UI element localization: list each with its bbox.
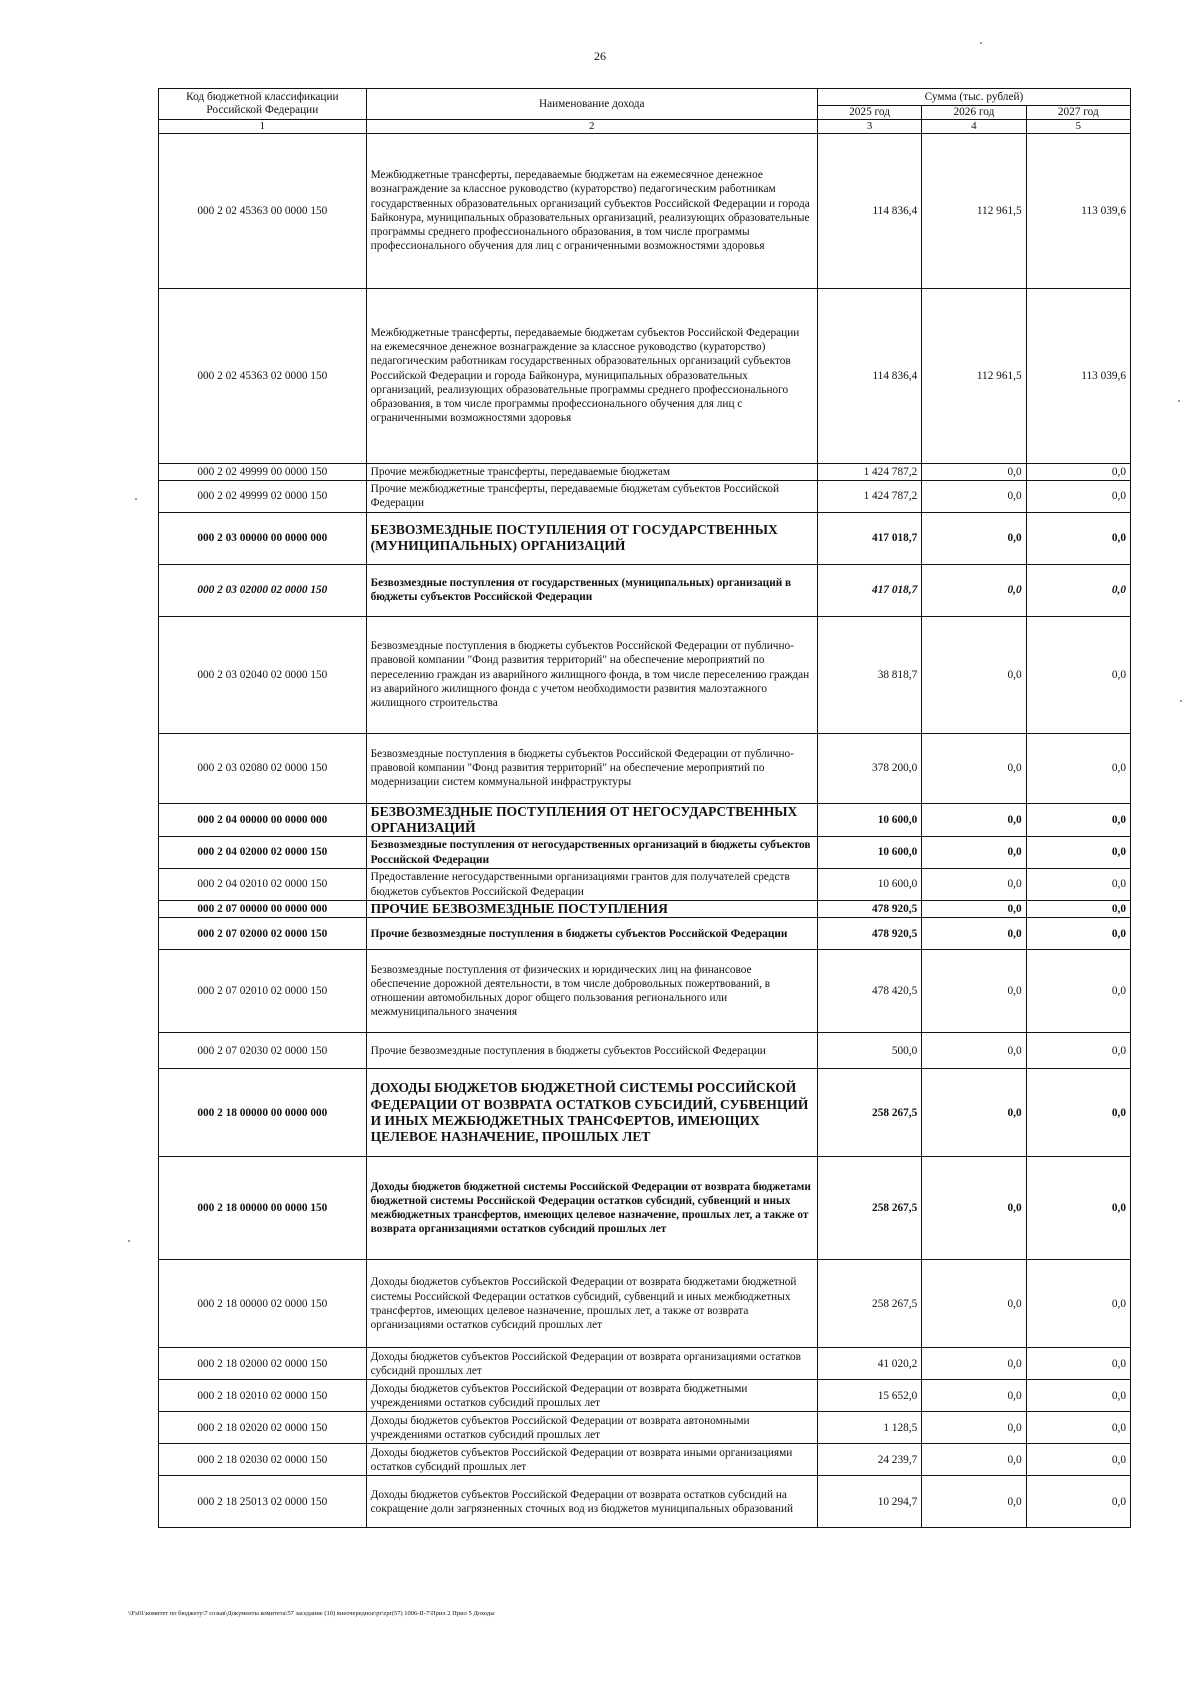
header-year-2025: 2025 год	[817, 106, 921, 120]
sum-2027-cell: 0,0	[1026, 1412, 1130, 1444]
name-cell: Предоставление негосударственными организациями грантов для получателей средств бюджетов субъектов Российской Федерации	[366, 869, 817, 901]
col-number: 3	[817, 119, 921, 133]
sum-2026-cell: 0,0	[922, 1412, 1026, 1444]
table-row	[159, 1476, 1131, 1528]
sum-2026-cell: 0,0	[922, 616, 1026, 733]
sum-2026-cell: 112 961,5	[922, 288, 1026, 463]
table-row	[159, 918, 1131, 950]
code-cell: 000 2 03 02000 02 0000 150	[159, 564, 367, 616]
header-sum: Сумма (тыс. рублей)	[817, 89, 1130, 106]
sum-2026-cell: 0,0	[922, 950, 1026, 1033]
sum-2027-cell: 0,0	[1026, 512, 1130, 564]
sum-2025-cell: 258 267,5	[817, 1260, 921, 1348]
sum-2027-cell: 0,0	[1026, 837, 1130, 869]
table-row	[159, 803, 1131, 836]
name-cell: Межбюджетные трансферты, передаваемые бюджетам на ежемесячное денежное вознаграждение за классное руководство (кураторство) педагогическим работникам государственных образовательных организаций субъектов Российской Федерации и города Байконура, муниципальных образовательных организаций, реализующих образовательные программы среднего профессионального образования, в том числе программы профессионального обучения для лиц с ограниченными возможностями здоровья	[366, 133, 817, 288]
sum-2027-cell: 0,0	[1026, 1069, 1130, 1157]
name-cell: Доходы бюджетов субъектов Российской Федерации от возврата иными организациями остатков субсидий прошлых лет	[366, 1444, 817, 1476]
name-cell: Безвозмездные поступления от негосударственных организаций в бюджеты субъектов Российской Федерации	[366, 837, 817, 869]
sum-2027-cell: 0,0	[1026, 803, 1130, 836]
sum-2027-cell: 0,0	[1026, 869, 1130, 901]
table-row	[159, 901, 1131, 918]
name-cell: Безвозмездные поступления в бюджеты субъектов Российской Федерации от публично-правовой компании "Фонд развития территорий" на обеспечение мероприятий по переселению граждан из аварийного жилищного фонда, в том числе переселению граждан из аварийного жилищного фонда с учетом необходимости развития малоэтажного жилищного строительства	[366, 616, 817, 733]
name-cell: Доходы бюджетов бюджетной системы Российской Федерации от возврата бюджетами бюджетной системы Российской Федерации остатков субсидий, субвенций и иных межбюджетных трансфертов, имеющих целевое назначение, прошлых лет, а также от возврата организациями остатков субсидий прошлых лет	[366, 1157, 817, 1260]
sum-2026-cell: 0,0	[922, 901, 1026, 918]
code-cell: 000 2 18 00000 00 0000 150	[159, 1157, 367, 1260]
sum-2027-cell: 113 039,6	[1026, 288, 1130, 463]
code-cell: 000 2 18 00000 02 0000 150	[159, 1260, 367, 1348]
sum-2027-cell: 0,0	[1026, 950, 1130, 1033]
sum-2027-cell: 0,0	[1026, 480, 1130, 512]
sum-2026-cell: 112 961,5	[922, 133, 1026, 288]
sum-2025-cell: 417 018,7	[817, 564, 921, 616]
sum-2027-cell: 0,0	[1026, 1260, 1130, 1348]
sum-2025-cell: 1 128,5	[817, 1412, 921, 1444]
sum-2025-cell: 10 294,7	[817, 1476, 921, 1528]
sum-2026-cell: 0,0	[922, 918, 1026, 950]
sum-2025-cell: 1 424 787,2	[817, 480, 921, 512]
sum-2025-cell: 41 020,2	[817, 1348, 921, 1380]
sum-2027-cell: 0,0	[1026, 616, 1130, 733]
table-header	[159, 89, 1131, 134]
header-code: Код бюджетной классификации Российской Федерации	[159, 89, 367, 120]
sum-2026-cell: 0,0	[922, 1348, 1026, 1380]
col-number: 5	[1026, 119, 1130, 133]
sum-2026-cell: 0,0	[922, 480, 1026, 512]
sum-2025-cell: 10 600,0	[817, 837, 921, 869]
code-cell: 000 2 03 00000 00 0000 000	[159, 512, 367, 564]
code-cell: 000 2 03 02040 02 0000 150	[159, 616, 367, 733]
name-cell: Доходы бюджетов субъектов Российской Федерации от возврата организациями остатков субсидий прошлых лет	[366, 1348, 817, 1380]
scan-speck	[128, 1240, 130, 1242]
sum-2025-cell: 15 652,0	[817, 1380, 921, 1412]
col-number: 1	[159, 119, 367, 133]
table-row	[159, 512, 1131, 564]
sum-2026-cell: 0,0	[922, 803, 1026, 836]
code-cell: 000 2 18 00000 00 0000 000	[159, 1069, 367, 1157]
sum-2026-cell: 0,0	[922, 733, 1026, 803]
sum-2027-cell: 0,0	[1026, 1157, 1130, 1260]
sum-2027-cell: 0,0	[1026, 733, 1130, 803]
code-cell: 000 2 07 02000 02 0000 150	[159, 918, 367, 950]
code-cell: 000 2 04 02010 02 0000 150	[159, 869, 367, 901]
sum-2027-cell: 0,0	[1026, 1348, 1130, 1380]
sum-2027-cell: 0,0	[1026, 463, 1130, 480]
name-cell: Прочие межбюджетные трансферты, передаваемые бюджетам субъектов Российской Федерации	[366, 480, 817, 512]
table-row	[159, 1444, 1131, 1476]
sum-2025-cell: 258 267,5	[817, 1157, 921, 1260]
table-row	[159, 1348, 1131, 1380]
table-row	[159, 616, 1131, 733]
table-row	[159, 869, 1131, 901]
sum-2026-cell: 0,0	[922, 512, 1026, 564]
name-cell: БЕЗВОЗМЕЗДНЫЕ ПОСТУПЛЕНИЯ ОТ НЕГОСУДАРСТВЕННЫХ ОРГАНИЗАЦИЙ	[366, 803, 817, 836]
sum-2025-cell: 114 836,4	[817, 133, 921, 288]
col-number: 4	[922, 119, 1026, 133]
code-cell: 000 2 02 45363 02 0000 150	[159, 288, 367, 463]
table-row	[159, 288, 1131, 463]
revenue-table	[158, 88, 1131, 1528]
table-row	[159, 463, 1131, 480]
sum-2027-cell: 0,0	[1026, 1380, 1130, 1412]
name-cell: Доходы бюджетов субъектов Российской Федерации от возврата автономными учреждениями остатков субсидий прошлых лет	[366, 1412, 817, 1444]
sum-2026-cell: 0,0	[922, 1444, 1026, 1476]
sum-2025-cell: 478 420,5	[817, 950, 921, 1033]
sum-2025-cell: 478 920,5	[817, 918, 921, 950]
sum-2026-cell: 0,0	[922, 463, 1026, 480]
table-row	[159, 1069, 1131, 1157]
sum-2026-cell: 0,0	[922, 837, 1026, 869]
name-cell: Доходы бюджетов субъектов Российской Федерации от возврата бюджетами бюджетной системы Российской Федерации остатков субсидий, субвенций и иных межбюджетных трансфертов, имеющих целевое назначение, прошлых лет, а также от возврата организациями остатков субсидий прошлых лет	[366, 1260, 817, 1348]
sum-2025-cell: 10 600,0	[817, 803, 921, 836]
table-row	[159, 133, 1131, 288]
scan-speck	[135, 498, 137, 500]
code-cell: 000 2 18 02020 02 0000 150	[159, 1412, 367, 1444]
code-cell: 000 2 07 00000 00 0000 000	[159, 901, 367, 918]
table-row	[159, 480, 1131, 512]
scan-speck	[1178, 400, 1180, 402]
code-cell: 000 2 07 02030 02 0000 150	[159, 1033, 367, 1069]
code-cell: 000 2 07 02010 02 0000 150	[159, 950, 367, 1033]
name-cell: Доходы бюджетов субъектов Российской Федерации от возврата бюджетными учреждениями остатков субсидий прошлых лет	[366, 1380, 817, 1412]
table-row	[159, 564, 1131, 616]
sum-2025-cell: 24 239,7	[817, 1444, 921, 1476]
sum-2026-cell: 0,0	[922, 1157, 1026, 1260]
scan-speck	[1180, 700, 1182, 702]
name-cell: Прочие безвозмездные поступления в бюджеты субъектов Российской Федерации	[366, 1033, 817, 1069]
sum-2027-cell: 0,0	[1026, 918, 1130, 950]
sum-2026-cell: 0,0	[922, 1476, 1026, 1528]
sum-2026-cell: 0,0	[922, 869, 1026, 901]
sum-2026-cell: 0,0	[922, 564, 1026, 616]
sum-2025-cell: 258 267,5	[817, 1069, 921, 1157]
header-year-2027: 2027 год	[1026, 106, 1130, 120]
sum-2025-cell: 417 018,7	[817, 512, 921, 564]
code-cell: 000 2 18 25013 02 0000 150	[159, 1476, 367, 1528]
footer-file-path: \\Fs01\комитет по бюджету\7 созыв\Документы комитета\57 заседание (10) внеочередное\pr\zpr(57) 1006-II-7\Прил 2 Прил 5 Доходы	[128, 1610, 495, 1617]
table-row	[159, 1260, 1131, 1348]
table-row	[159, 950, 1131, 1033]
sum-2026-cell: 0,0	[922, 1033, 1026, 1069]
name-cell: ПРОЧИЕ БЕЗВОЗМЕЗДНЫЕ ПОСТУПЛЕНИЯ	[366, 901, 817, 918]
table-body	[159, 133, 1131, 1528]
table-row	[159, 1033, 1131, 1069]
sum-2027-cell: 0,0	[1026, 1033, 1130, 1069]
sum-2025-cell: 478 920,5	[817, 901, 921, 918]
code-cell: 000 2 18 02030 02 0000 150	[159, 1444, 367, 1476]
code-cell: 000 2 04 00000 00 0000 000	[159, 803, 367, 836]
sum-2027-cell: 0,0	[1026, 564, 1130, 616]
col-number: 2	[366, 119, 817, 133]
code-cell: 000 2 18 02010 02 0000 150	[159, 1380, 367, 1412]
name-cell: Безвозмездные поступления от государственных (муниципальных) организаций в бюджеты субъектов Российской Федерации	[366, 564, 817, 616]
name-cell: БЕЗВОЗМЕЗДНЫЕ ПОСТУПЛЕНИЯ ОТ ГОСУДАРСТВЕННЫХ (МУНИЦИПАЛЬНЫХ) ОРГАНИЗАЦИЙ	[366, 512, 817, 564]
page-number: 26	[594, 49, 606, 63]
table-row	[159, 837, 1131, 869]
sum-2026-cell: 0,0	[922, 1380, 1026, 1412]
name-cell: Межбюджетные трансферты, передаваемые бюджетам субъектов Российской Федерации на ежемесячное денежное вознаграждение за классное руководство (кураторство) педагогическим работникам государственных образовательных организаций субъектов Российской Федерации и города Байконура, муниципальных образовательных организаций, реализующих образовательные программы среднего профессионального образования, в том числе программы профессионального обучения для лиц с ограниченными возможностями здоровья	[366, 288, 817, 463]
name-cell: Прочие безвозмездные поступления в бюджеты субъектов Российской Федерации	[366, 918, 817, 950]
name-cell: ДОХОДЫ БЮДЖЕТОВ БЮДЖЕТНОЙ СИСТЕМЫ РОССИЙСКОЙ ФЕДЕРАЦИИ ОТ ВОЗВРАТА ОСТАТКОВ СУБСИДИЙ, СУБВЕНЦИЙ И ИНЫХ МЕЖБЮДЖЕТНЫХ ТРАНСФЕРТОВ, ИМЕЮЩИХ ЦЕЛЕВОЕ НАЗНАЧЕНИЕ, ПРОШЛЫХ ЛЕТ	[366, 1069, 817, 1157]
table-row	[159, 1157, 1131, 1260]
code-cell: 000 2 03 02080 02 0000 150	[159, 733, 367, 803]
sum-2025-cell: 1 424 787,2	[817, 463, 921, 480]
code-cell: 000 2 02 45363 00 0000 150	[159, 133, 367, 288]
sum-2026-cell: 0,0	[922, 1069, 1026, 1157]
sum-2027-cell: 0,0	[1026, 901, 1130, 918]
sum-2026-cell: 0,0	[922, 1260, 1026, 1348]
header-name: Наименование дохода	[366, 89, 817, 120]
scan-speck	[980, 42, 982, 44]
sum-2025-cell: 378 200,0	[817, 733, 921, 803]
code-cell: 000 2 04 02000 02 0000 150	[159, 837, 367, 869]
table-row	[159, 1380, 1131, 1412]
sum-2027-cell: 113 039,6	[1026, 133, 1130, 288]
sum-2025-cell: 38 818,7	[817, 616, 921, 733]
code-cell: 000 2 18 02000 02 0000 150	[159, 1348, 367, 1380]
sum-2027-cell: 0,0	[1026, 1444, 1130, 1476]
code-cell: 000 2 02 49999 00 0000 150	[159, 463, 367, 480]
name-cell: Безвозмездные поступления от физических и юридических лиц на финансовое обеспечение дорожной деятельности, в том числе добровольных пожертвований, в отношении автомобильных дорог общего пользования регионального или межмуниципального значения	[366, 950, 817, 1033]
code-cell: 000 2 02 49999 02 0000 150	[159, 480, 367, 512]
header-year-2026: 2026 год	[922, 106, 1026, 120]
table-row	[159, 1412, 1131, 1444]
name-cell: Прочие межбюджетные трансферты, передаваемые бюджетам	[366, 463, 817, 480]
sum-2025-cell: 10 600,0	[817, 869, 921, 901]
name-cell: Доходы бюджетов субъектов Российской Федерации от возврата остатков субсидий на сокращение доли загрязненных сточных вод из бюджетов муниципальных образований	[366, 1476, 817, 1528]
table-row	[159, 733, 1131, 803]
sum-2025-cell: 500,0	[817, 1033, 921, 1069]
sum-2027-cell: 0,0	[1026, 1476, 1130, 1528]
sum-2025-cell: 114 836,4	[817, 288, 921, 463]
name-cell: Безвозмездные поступления в бюджеты субъектов Российской Федерации от публично-правовой компании "Фонд развития территорий" на обеспечение мероприятий по модернизации систем коммунальной инфраструктуры	[366, 733, 817, 803]
